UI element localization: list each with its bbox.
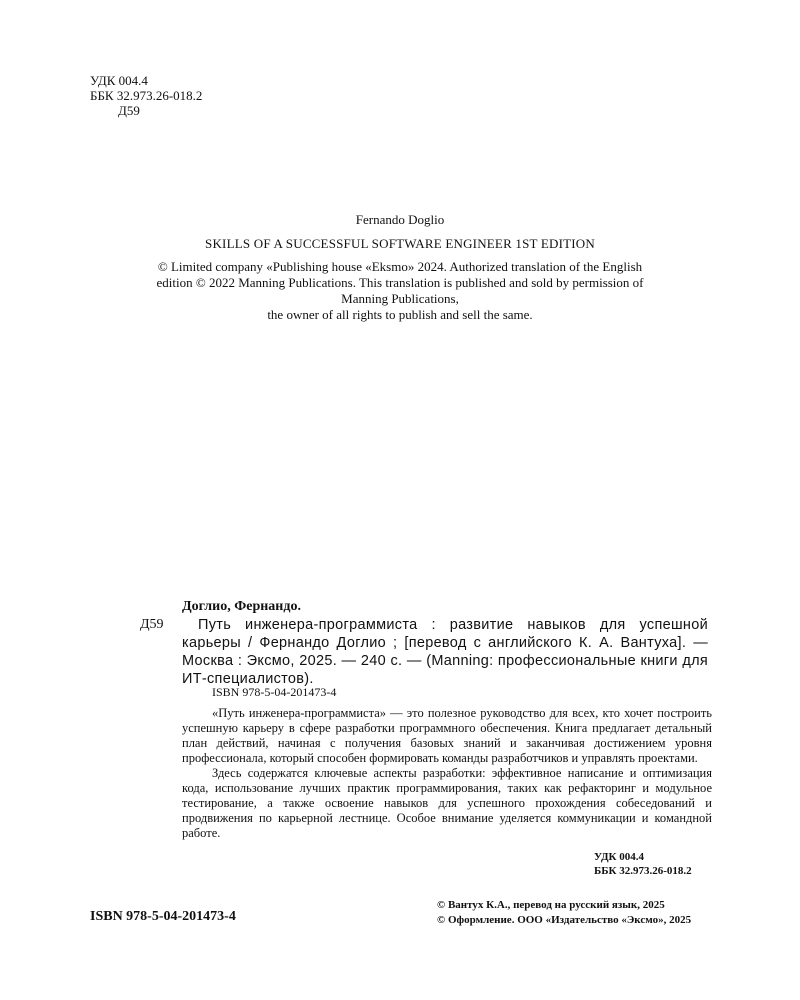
- udk-code-bottom: УДК 004.4: [594, 851, 645, 863]
- copyright-line: the owner of all rights to publish and sell the same.: [267, 307, 533, 322]
- copyright-line: Manning Publications,: [341, 291, 459, 306]
- bibliographic-description: Путь инженера-программиста : развитие навыков для успешной карьеры / Фернандо Доглио ; [перевод с английского К. А. Вантуха]. — Москва : Эксмо, 2025. — 240 с. — (Manning: профессиональные книги для ИТ-специалистов).: [182, 617, 708, 687]
- bibliographic-author: Доглио, Фернандо.: [182, 599, 301, 614]
- isbn-line: ISBN 978-5-04-201473-4: [212, 685, 337, 699]
- copyright-line: edition © 2022 Manning Publications. This translation is published and sold by permission of: [156, 275, 644, 290]
- isbn-footer: ISBN 978-5-04-201473-4: [90, 909, 236, 924]
- translation-copyright: © Вантух К.А., перевод на русский язык, 2025: [437, 899, 665, 911]
- bbk-code: ББК 32.973.26-018.2: [90, 88, 203, 103]
- annotation-paragraph: Здесь содержатся ключевые аспекты разработки: эффективное написание и оптимизация кода, использование лучших практик программирования, таких как рефакторинг и модульное тестирование, а также освоение навыков для успешного прохождения собеседований и продвижения по карьерной лестнице. Особое внимание уделяется коммуникации и командной работе.: [182, 766, 712, 840]
- design-copyright: © Оформление. ООО «Издательство «Эксмо», 2025: [437, 914, 692, 926]
- annotation: [182, 706, 712, 841]
- copyright-line: © Limited company «Publishing house «Eksmo» 2024. Authorized translation of the English: [157, 259, 643, 274]
- author-sign-code: Д59: [118, 103, 140, 118]
- annotation-paragraph: «Путь инженера-программиста» — это полезное руководство для всех, кто хочет построить успешную карьеру в сфере разработки программного обеспечения. Книга предлагает детальный план действий, начиная с получения базовых знаний и заканчивая достижением уровня профессионала, который способен формировать команды разработчиков и управлять проектами.: [182, 706, 712, 765]
- bibliographic-author-code: Д59: [140, 617, 164, 632]
- original-author: Fernando Doglio: [355, 212, 445, 227]
- bbk-code-bottom: ББК 32.973.26-018.2: [594, 865, 692, 877]
- footer-copyright: [437, 898, 691, 928]
- original-title: SKILLS OF A SUCCESSFUL SOFTWARE ENGINEER 1ST EDITION: [205, 236, 595, 251]
- udk-code: УДК 004.4: [90, 73, 148, 88]
- original-edition-block: [100, 212, 700, 323]
- original-copyright: [100, 259, 700, 323]
